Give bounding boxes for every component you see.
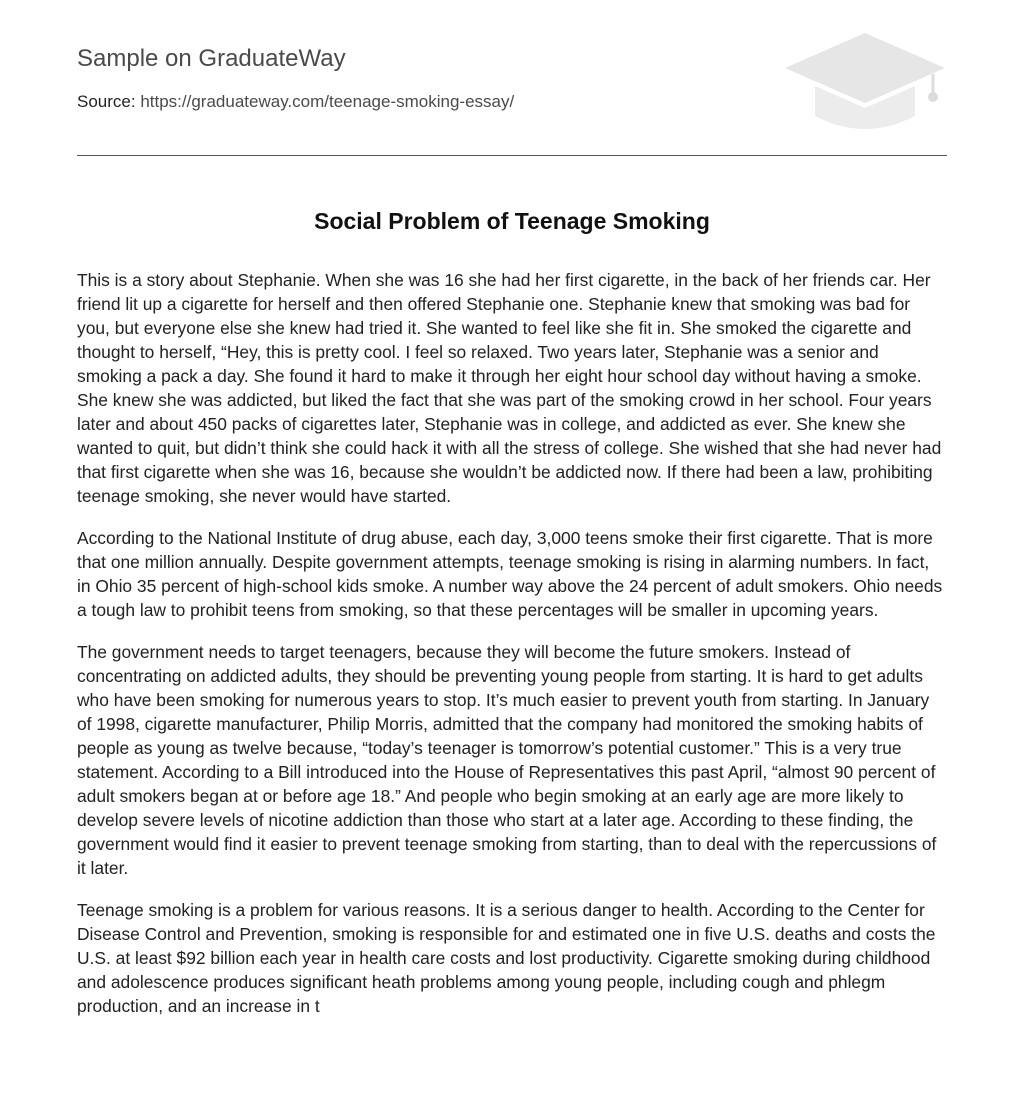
graduation-cap-icon xyxy=(782,30,948,134)
header-divider xyxy=(77,155,947,156)
essay-body xyxy=(77,268,947,1036)
source-link[interactable]: https://graduateway.com/teenage-smoking-essay/ xyxy=(140,92,515,111)
source-label: Source: xyxy=(77,92,136,111)
essay-title: Social Problem of Teenage Smoking xyxy=(314,208,710,234)
site-brand: Sample on GraduateWay xyxy=(77,45,346,72)
essay-paragraph: According to the National Institute of drug abuse, each day, 3,000 teens smoke their first cigarette. That is more that one million annually. Despite government attempts, teenage smoking is rising in alarming numbers. In fact, in Ohio 35 percent of high-school kids smoke. A number way above the 24 percent of adult smokers. Ohio needs a tough law to prohibit teens from smoking, so that these percentages will be smaller in upcoming years. xyxy=(77,528,943,620)
essay-paragraph: This is a story about Stephanie. When she was 16 she had her first cigarette, in the back of her friends car. Her friend lit up a cigarette for herself and then offered Stephanie one. Stephanie knew that smoking was bad for you, but everyone else she knew had tried it. She wanted to feel like she fit in. She smoked the cigarette and thought to herself, “Hey, this is pretty cool. I feel so relaxed. Two years later, Stephanie was a senior and smoking a pack a day. She found it hard to make it through her eight hour school day without having a smoke. She knew she was addicted, but liked the fact that she was part of the smoking crowd in her school. Four years later and about 450 packs of cigarettes later, Stephanie was in college, and addicted as ever. She knew she wanted to quit, but didn’t think she could hack it with all the stress of college. She wished that she had never had that first cigarette when she was 16, because she wouldn’t be addicted now. If there had been a law, prohibiting teenage smoking, she never would have started. xyxy=(77,270,942,506)
essay-paragraph: The government needs to target teenagers, because they will become the future smokers. Instead of concentrating on addicted adults, they should be preventing young people from starting. It is hard to get adults who have been smoking for numerous years to stop. It’s much easier to prevent youth from starting. In January of 1998, cigarette manufacturer, Philip Morris, admitted that the company had monitored the smoking habits of people as young as twelve because, “today’s teenager is tomorrow’s potential customer.” This is a very true statement. According to a Bill introduced into the House of Representatives this past April, “almost 90 percent of adult smokers began at or before age 18.” And people who begin smoking at an early age are more likely to develop severe levels of nicotine addiction than those who start at a later age. According to these finding, the government would find it easier to prevent teenage smoking from starting, than to deal with the repercussions of it later. xyxy=(77,642,937,878)
essay-paragraph: Teenage smoking is a problem for various reasons. It is a serious danger to health. According to the Center for Disease Control and Prevention, smoking is responsible for and estimated one in five U.S. deaths and costs the U.S. at least $92 billion each year in health care costs and lost productivity. Cigarette smoking during childhood and adolescence produces significant heath problems among young people, including cough and phlegm production, and an increase in t xyxy=(77,900,936,1016)
